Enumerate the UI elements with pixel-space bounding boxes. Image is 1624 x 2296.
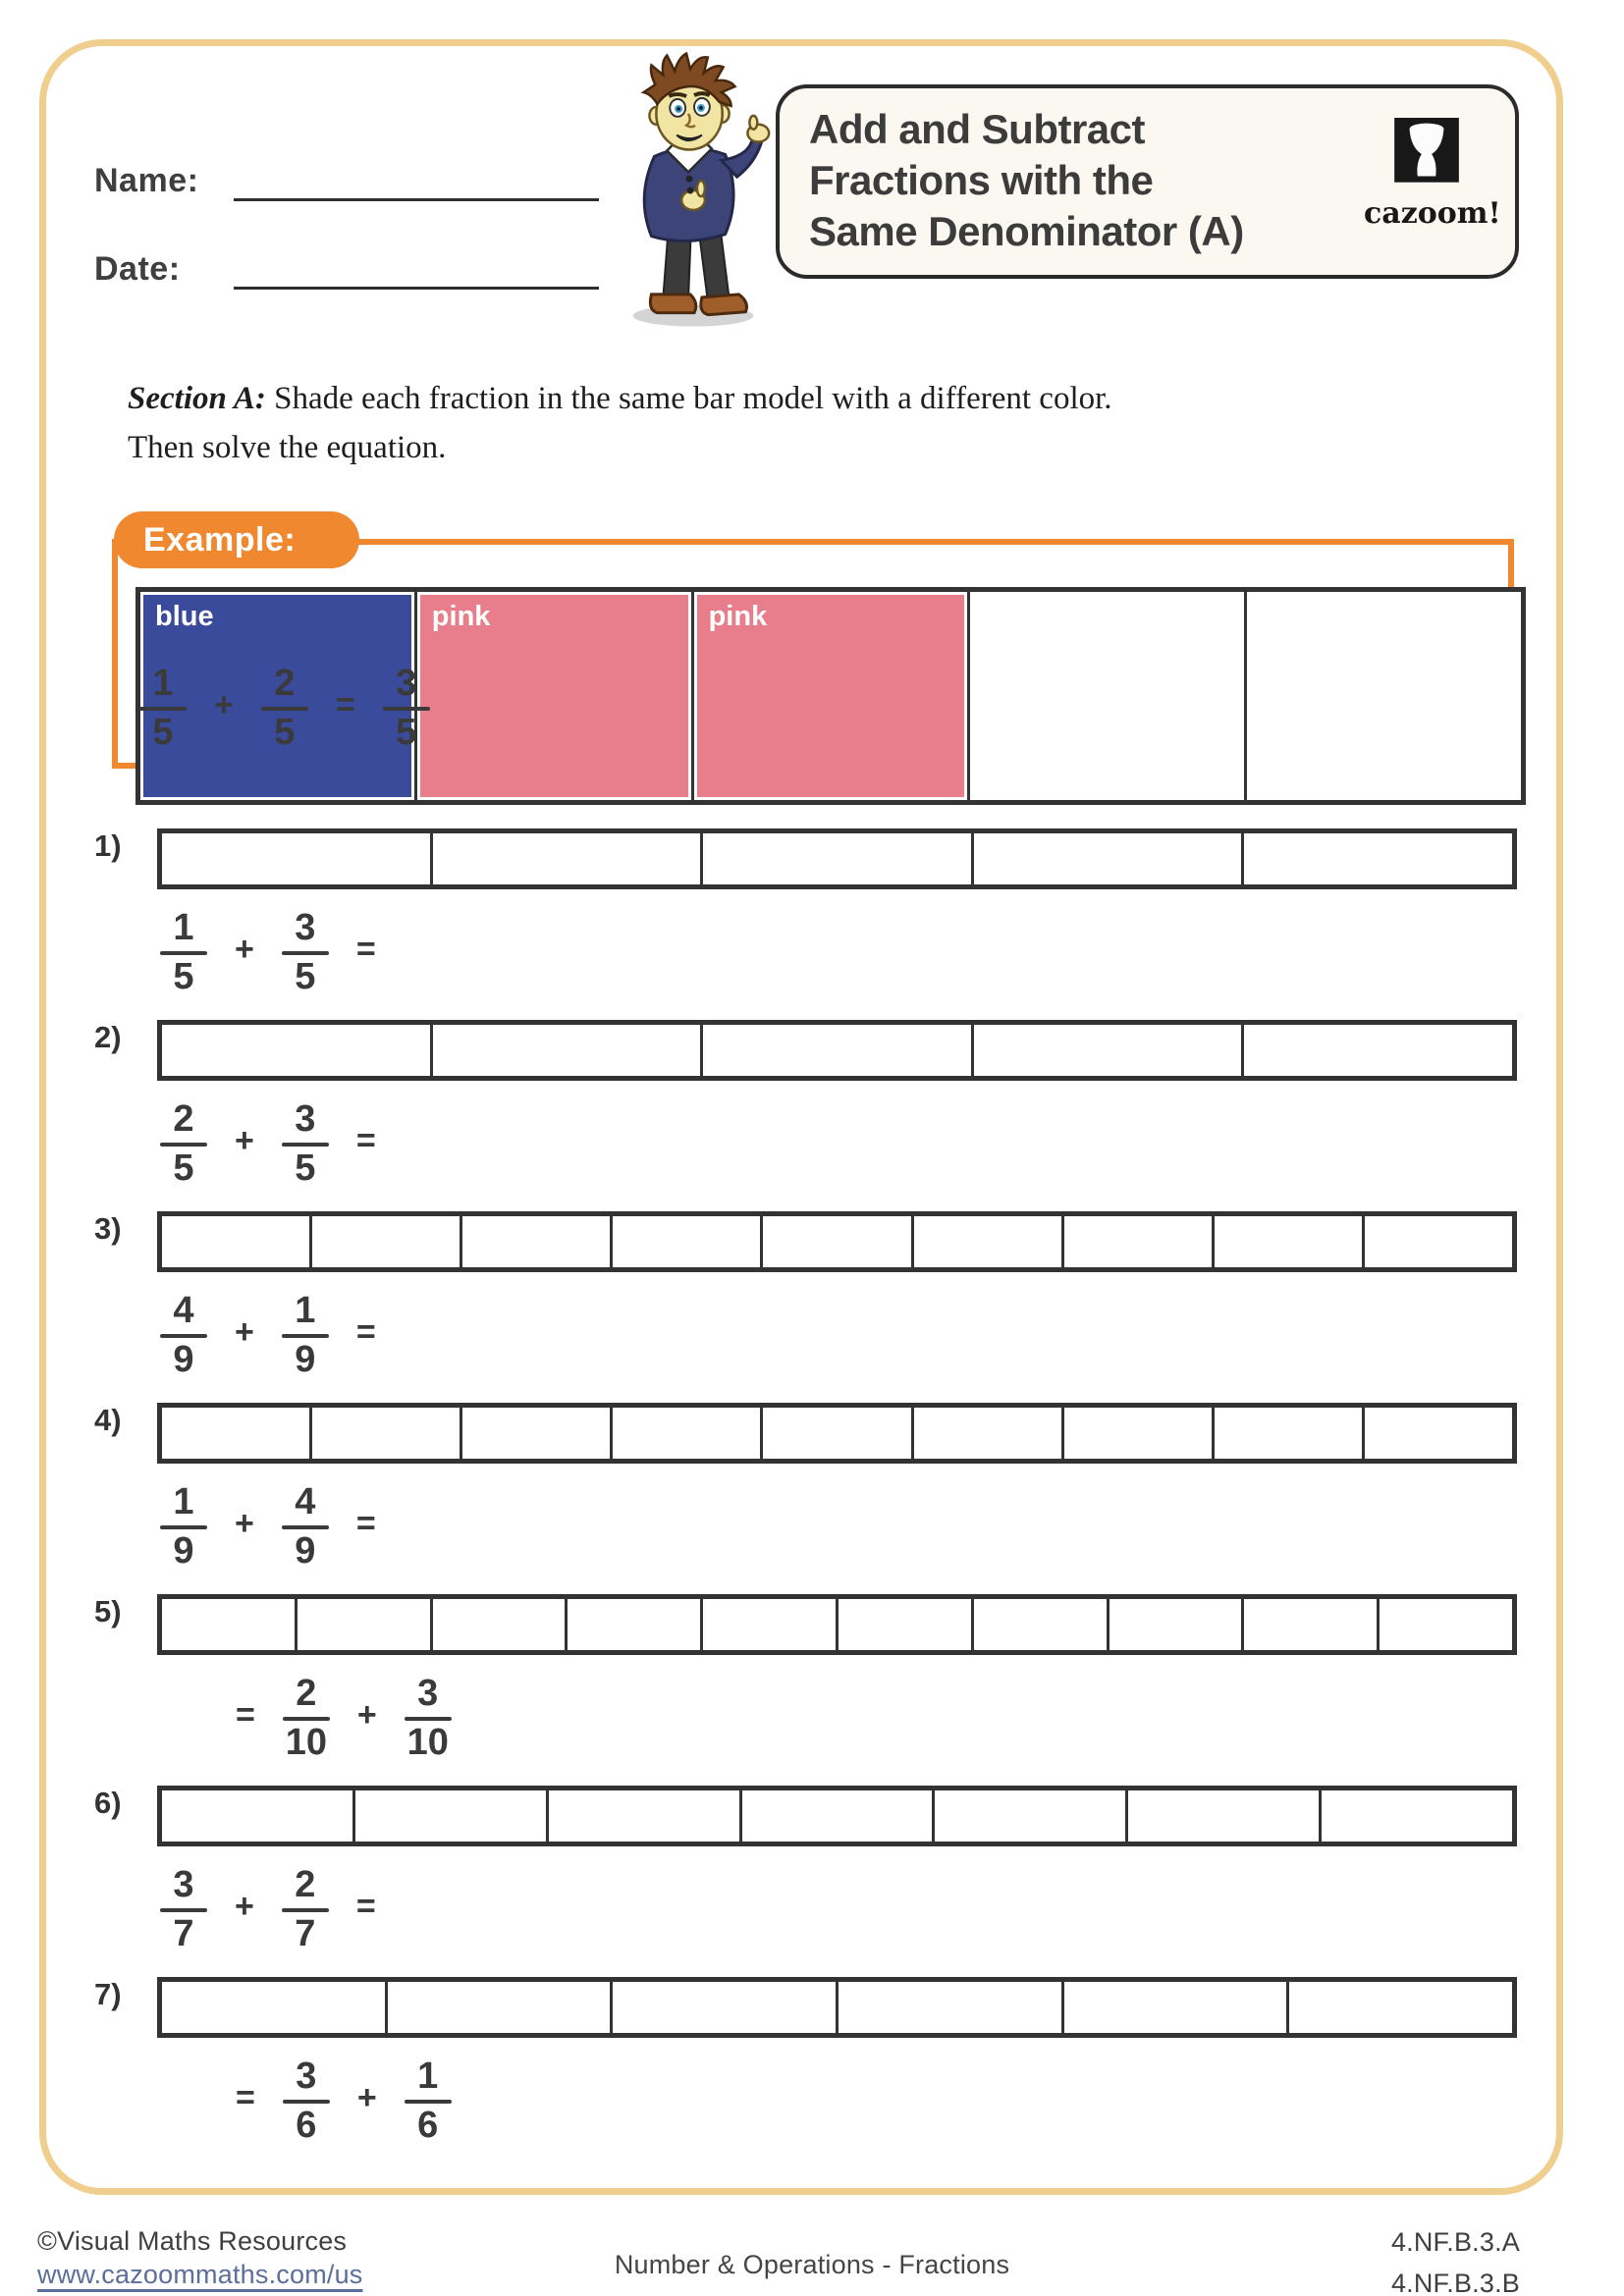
bar-cell[interactable]: [162, 1216, 309, 1267]
questions-list: [0, 828, 1624, 2168]
equals-operator: =: [355, 1122, 376, 1160]
fraction-denominator: 5: [396, 711, 417, 753]
fraction-denominator: 5: [173, 1147, 194, 1189]
fraction-numerator: 3: [295, 907, 316, 948]
bar-cell[interactable]: [610, 1982, 836, 2033]
question-equation: [160, 1292, 376, 1380]
question-block: [0, 1403, 1624, 1594]
bar-cell[interactable]: [911, 1408, 1061, 1459]
bar-cell[interactable]: [565, 1599, 700, 1650]
fraction-numerator: 4: [295, 1481, 316, 1522]
bar-cell-shading: [697, 595, 965, 797]
fraction-numerator: 2: [295, 1864, 316, 1905]
name-input-line[interactable]: [234, 163, 599, 201]
fraction-bar: [157, 1786, 1517, 1846]
bar-cell[interactable]: [1241, 1599, 1377, 1650]
bar-cell[interactable]: [295, 1599, 430, 1650]
equals-operator: =: [355, 1888, 376, 1926]
fraction: [160, 909, 207, 997]
section-a-text: Shade each fraction in the same bar model with a different color.: [265, 381, 1112, 416]
fraction: [383, 665, 430, 753]
bar-cell[interactable]: [460, 1408, 610, 1459]
fraction-bar: [157, 828, 1517, 889]
bar-cell[interactable]: [430, 1025, 701, 1076]
bar-cell[interactable]: [309, 1408, 460, 1459]
bar-cell[interactable]: [760, 1216, 910, 1267]
fraction: [283, 2057, 330, 2146]
title-box: [776, 84, 1519, 279]
fraction-denominator: 7: [295, 1912, 316, 1954]
bar-cell[interactable]: [1286, 1982, 1512, 2033]
fraction-line: [283, 2100, 330, 2104]
standard-code-1: 4.NF.B.3.A: [1390, 2227, 1520, 2257]
bar-cell[interactable]: [610, 1408, 760, 1459]
bar-cell[interactable]: [352, 1790, 546, 1842]
fraction-line: [383, 707, 430, 711]
equals-operator: =: [355, 1313, 376, 1352]
djembe-drum-icon: [1394, 118, 1459, 194]
equals-operator: =: [335, 686, 355, 724]
bar-cell[interactable]: [1377, 1599, 1512, 1650]
fraction-denominator: 5: [295, 955, 316, 997]
fraction-line: [282, 951, 329, 955]
fraction-bar: [157, 1403, 1517, 1464]
bar-cell[interactable]: [1125, 1790, 1319, 1842]
question-equation: [160, 1866, 376, 1954]
bar-cell[interactable]: [1241, 1025, 1512, 1076]
fraction-denominator: 10: [406, 1721, 449, 1763]
bar-cell[interactable]: [162, 1025, 430, 1076]
bar-cell[interactable]: [739, 1790, 933, 1842]
plus-operator: +: [356, 1696, 377, 1735]
bar-cell[interactable]: [971, 833, 1242, 884]
bar-cell[interactable]: [430, 833, 701, 884]
bar-cell[interactable]: [162, 1790, 352, 1842]
fraction: [160, 1100, 207, 1189]
bar-cell[interactable]: [932, 1790, 1125, 1842]
name-label: Name:: [94, 162, 199, 199]
fraction: [261, 665, 308, 753]
fraction-bar: [157, 1020, 1517, 1081]
question-number: 1): [94, 828, 122, 863]
plus-operator: +: [214, 686, 234, 724]
bar-cell[interactable]: [1107, 1599, 1242, 1650]
bar-cell[interactable]: [1241, 833, 1512, 884]
fraction-bar: [157, 1594, 1517, 1655]
bar-cell[interactable]: [700, 833, 971, 884]
fraction-denominator: 6: [417, 2104, 439, 2146]
fraction-numerator: 2: [173, 1098, 194, 1140]
fraction-denominator: 5: [274, 711, 296, 753]
section-a-text-line2: Then solve the equation.: [128, 429, 447, 465]
fraction: [282, 1100, 329, 1189]
fraction-denominator: 9: [295, 1529, 316, 1572]
title-line-3: Same Denominator (A): [809, 208, 1244, 255]
plus-operator: +: [235, 1313, 254, 1352]
question-block: [0, 828, 1624, 1020]
bar-cell[interactable]: [546, 1790, 739, 1842]
date-label: Date:: [94, 250, 181, 288]
plus-operator: +: [356, 2079, 377, 2117]
fraction-line: [139, 707, 187, 711]
bar-cell[interactable]: [836, 1599, 971, 1650]
fraction-line: [283, 1717, 330, 1721]
fraction-numerator: 3: [396, 663, 417, 704]
question-equation: [160, 1483, 376, 1572]
fraction: [405, 1675, 452, 1763]
bar-cell-shading: [420, 595, 688, 797]
bar-cell[interactable]: [610, 1216, 760, 1267]
bar-cell[interactable]: [1212, 1216, 1362, 1267]
question-number: 3): [94, 1211, 122, 1246]
fraction-numerator: 3: [295, 1098, 316, 1140]
bar-cell[interactable]: [1061, 1982, 1287, 2033]
bar-cell[interactable]: [162, 833, 430, 884]
bar-cell[interactable]: [836, 1982, 1061, 2033]
fraction-denominator: 9: [173, 1338, 194, 1380]
question-equation: [160, 1100, 376, 1189]
fraction-numerator: 1: [295, 1290, 316, 1331]
question-number: 4): [94, 1403, 122, 1437]
fraction-denominator: 5: [152, 711, 174, 753]
footer-topic: Number & Operations - Fractions: [614, 2250, 1010, 2279]
worksheet-title: [809, 104, 1244, 257]
bar-cell[interactable]: [971, 1025, 1242, 1076]
fraction-numerator: 3: [173, 1864, 194, 1905]
fraction: [282, 1866, 329, 1954]
equals-operator: =: [236, 1696, 255, 1735]
plus-operator: +: [235, 1505, 254, 1543]
question-block: [0, 1211, 1624, 1403]
bar-cell[interactable]: [1362, 1408, 1512, 1459]
question-number: 2): [94, 1020, 122, 1054]
footer-url-link[interactable]: www.cazoommaths.com/us: [37, 2260, 363, 2289]
fraction-numerator: 3: [296, 2056, 317, 2097]
equals-operator: =: [236, 2079, 255, 2117]
example-tab: Example:: [114, 511, 359, 568]
fraction-numerator: 1: [152, 663, 174, 704]
section-a-instructions: [128, 375, 1463, 472]
example-box: [112, 539, 1514, 769]
fraction-line: [160, 951, 207, 955]
bar-cell[interactable]: [700, 1025, 971, 1076]
question-number: 6): [94, 1786, 122, 1820]
section-a-heading: Section A:: [128, 381, 266, 416]
question-block: [0, 1594, 1624, 1786]
equals-operator: =: [355, 1505, 376, 1543]
plus-operator: +: [235, 931, 254, 969]
fraction: [283, 1675, 330, 1763]
fraction: [282, 1292, 329, 1380]
bar-cell[interactable]: [760, 1408, 910, 1459]
cazoom-logo: [1364, 118, 1501, 231]
fraction-denominator: 9: [295, 1338, 316, 1380]
example-bar-cell: [967, 592, 1244, 800]
fraction-denominator: 9: [173, 1529, 194, 1572]
fraction-line: [282, 1908, 329, 1912]
bar-cell-color-label: pink: [431, 601, 491, 632]
fraction-numerator: 2: [296, 1673, 317, 1714]
fraction: [160, 1866, 207, 1954]
fraction-numerator: 3: [417, 1673, 439, 1714]
example-equation: [139, 665, 430, 753]
fraction: [282, 909, 329, 997]
fraction-line: [160, 1143, 207, 1147]
fraction: [139, 665, 187, 753]
fraction-line: [405, 1717, 452, 1721]
bar-cell[interactable]: [162, 1982, 385, 2033]
bar-cell-color-label: blue: [155, 601, 214, 632]
fraction-line: [282, 1143, 329, 1147]
bar-cell[interactable]: [162, 1408, 309, 1459]
footer-standards: [1391, 2222, 1520, 2296]
bar-cell[interactable]: [1061, 1408, 1212, 1459]
bar-cell[interactable]: [911, 1216, 1061, 1267]
date-input-line[interactable]: [234, 251, 599, 290]
fraction-line: [261, 707, 308, 711]
example-bar-cell: [1244, 592, 1521, 800]
plus-operator: +: [235, 1888, 254, 1926]
fraction-denominator: 7: [173, 1912, 194, 1954]
fraction: [160, 1483, 207, 1572]
example-bar-cell: [691, 592, 968, 800]
bar-cell[interactable]: [1212, 1408, 1362, 1459]
bar-cell[interactable]: [1319, 1790, 1512, 1842]
fraction: [282, 1483, 329, 1572]
fraction-line: [160, 1908, 207, 1912]
question-number: 5): [94, 1594, 122, 1629]
fraction-bar: [157, 1977, 1517, 2038]
bar-cell[interactable]: [1362, 1216, 1512, 1267]
footer-copyright: ©Visual Maths Resources: [37, 2226, 348, 2256]
question-equation: [236, 2057, 452, 2146]
fraction-line: [282, 1334, 329, 1338]
bar-cell[interactable]: [971, 1599, 1107, 1650]
plus-operator: +: [235, 1122, 254, 1160]
bar-cell[interactable]: [162, 1599, 295, 1650]
bar-cell[interactable]: [309, 1216, 460, 1267]
cazoom-logo-text: cazoom!: [1364, 196, 1501, 231]
fraction-numerator: 4: [173, 1290, 194, 1331]
question-equation: [236, 1675, 452, 1763]
question-block: [0, 1977, 1624, 2168]
bar-cell[interactable]: [460, 1216, 610, 1267]
fraction-line: [405, 2100, 452, 2104]
fraction-denominator: 5: [295, 1147, 316, 1189]
standard-code-2: 4.NF.B.3.B: [1390, 2268, 1520, 2296]
bar-cell[interactable]: [385, 1982, 611, 2033]
bar-cell-color-label: pink: [708, 601, 768, 632]
fraction-numerator: 2: [274, 663, 296, 704]
bar-cell[interactable]: [700, 1599, 836, 1650]
fraction-line: [160, 1525, 207, 1529]
fraction-denominator: 6: [296, 2104, 317, 2146]
fraction-denominator: 5: [173, 955, 194, 997]
fraction-denominator: 10: [285, 1721, 327, 1763]
question-number: 7): [94, 1977, 122, 2011]
mascot-boy-illustration: [601, 51, 785, 334]
question-block: [0, 1786, 1624, 1977]
bar-cell[interactable]: [1061, 1216, 1212, 1267]
fraction: [405, 2057, 452, 2146]
bar-cell[interactable]: [430, 1599, 566, 1650]
fraction-numerator: 1: [173, 907, 194, 948]
fraction-bar: [157, 1211, 1517, 1272]
fraction: [160, 1292, 207, 1380]
mascot-boy-icon: [601, 51, 785, 334]
question-block: [0, 1020, 1624, 1211]
equals-operator: =: [355, 931, 376, 969]
question-equation: [160, 909, 376, 997]
example-bar-cell: [414, 592, 691, 800]
fraction-numerator: 1: [173, 1481, 194, 1522]
title-line-2: Fractions with the: [809, 157, 1154, 204]
fraction-line: [160, 1334, 207, 1338]
fraction-numerator: 1: [417, 2056, 439, 2097]
title-line-1: Add and Subtract: [809, 106, 1146, 152]
fraction-line: [282, 1525, 329, 1529]
